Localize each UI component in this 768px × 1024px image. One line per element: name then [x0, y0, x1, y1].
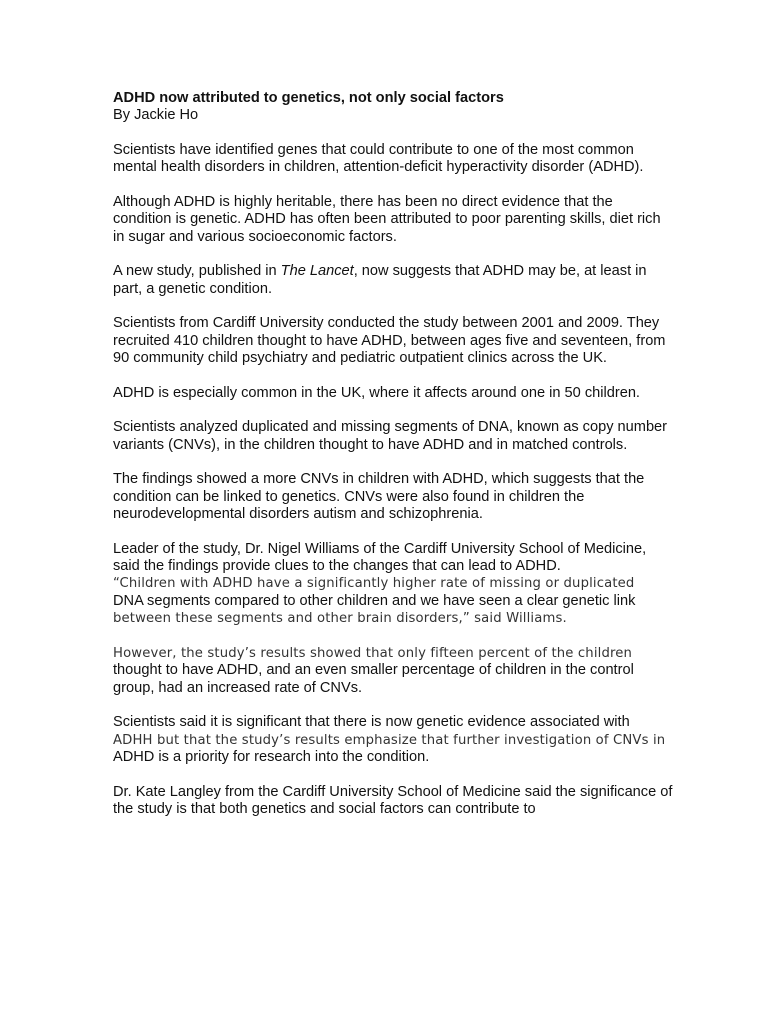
quote-line-3: between these segments and other brain disorders,” said Williams.: [113, 611, 567, 627]
paragraph-3: [113, 263, 673, 298]
quote-line-2: DNA segments compared to other children and we have seen a clear genetic link: [113, 592, 636, 609]
article-title: ADHD now attributed to genetics, not only social factors: [113, 90, 504, 106]
paragraph-8: [113, 541, 673, 628]
paragraph-9-rest: thought to have ADHD, and an even smaller percentage of children in the control group, had an increased rate of CNVs.: [113, 662, 634, 696]
paragraph-2: Although ADHD is highly heritable, there has been no direct evidence that the condition is genetic. ADHD has often been attributed to poor parenting skills, diet rich in sugar and various socioeconomic factors.: [113, 193, 661, 245]
paragraph-7: The findings showed a more CNVs in children with ADHD, which suggests that the condition can be linked to genetics. CNVs were also found in children the neurodevelopmental disorders autism and schizophrenia.: [113, 471, 645, 523]
paragraph-3-end: , now suggests that ADHD may be, at least in part, a genetic condition.: [113, 263, 647, 297]
paragraph-10-line-a: Scientists said it is significant that there is now genetic evidence associated with: [113, 714, 630, 731]
article-body: [113, 90, 673, 836]
paragraph-11: Dr. Kate Langley from the Cardiff University School of Medicine said the significance of the study is that both genetics and social factors can contribute to: [113, 783, 673, 818]
paragraph-8-line-a: Leader of the study, Dr. Nigel Williams of the Cardiff University School of Medicine, said the findings provide clues to the changes that can lead to ADHD.: [113, 540, 647, 575]
article-byline: By Jackie Ho: [113, 107, 199, 124]
paragraph-6: Scientists analyzed duplicated and missing segments of DNA, known as copy number variants (CNVs), in the children thought to have ADHD and in matched controls.: [113, 419, 668, 453]
paragraph-9: [113, 645, 673, 697]
paragraph-1: Scientists have identified genes that could contribute to one of the most common mental health disorders in children, attention-deficit hyperactivity disorder (ADHD).: [113, 141, 644, 176]
journal-name: The Lancet: [280, 263, 354, 280]
paragraph-3-start: A new study, published in: [113, 263, 281, 280]
paragraph-10: [113, 714, 673, 766]
paragraph-5: ADHD is especially common in the UK, where it affects around one in 50 children.: [113, 384, 640, 401]
paragraph-9-line-a: However, the study’s results showed that only fifteen percent of the children: [113, 645, 633, 661]
paragraph-10-line-c: ADHD is a priority for research into the condition.: [113, 749, 430, 766]
paragraph-4: Scientists from Cardiff University conducted the study between 2001 and 2009. They recruited 410 children thought to have ADHD, between ages five and seventeen, from 90 community child psychiatry and pediatric outpatient clinics across the UK.: [113, 315, 666, 367]
paragraph-10-line-b: ADHH but that the study’s results emphasize that further investigation of CNVs in: [113, 732, 666, 748]
quote-line-1: “Children with ADHD have a significantly higher rate of missing or duplicated: [113, 576, 635, 592]
